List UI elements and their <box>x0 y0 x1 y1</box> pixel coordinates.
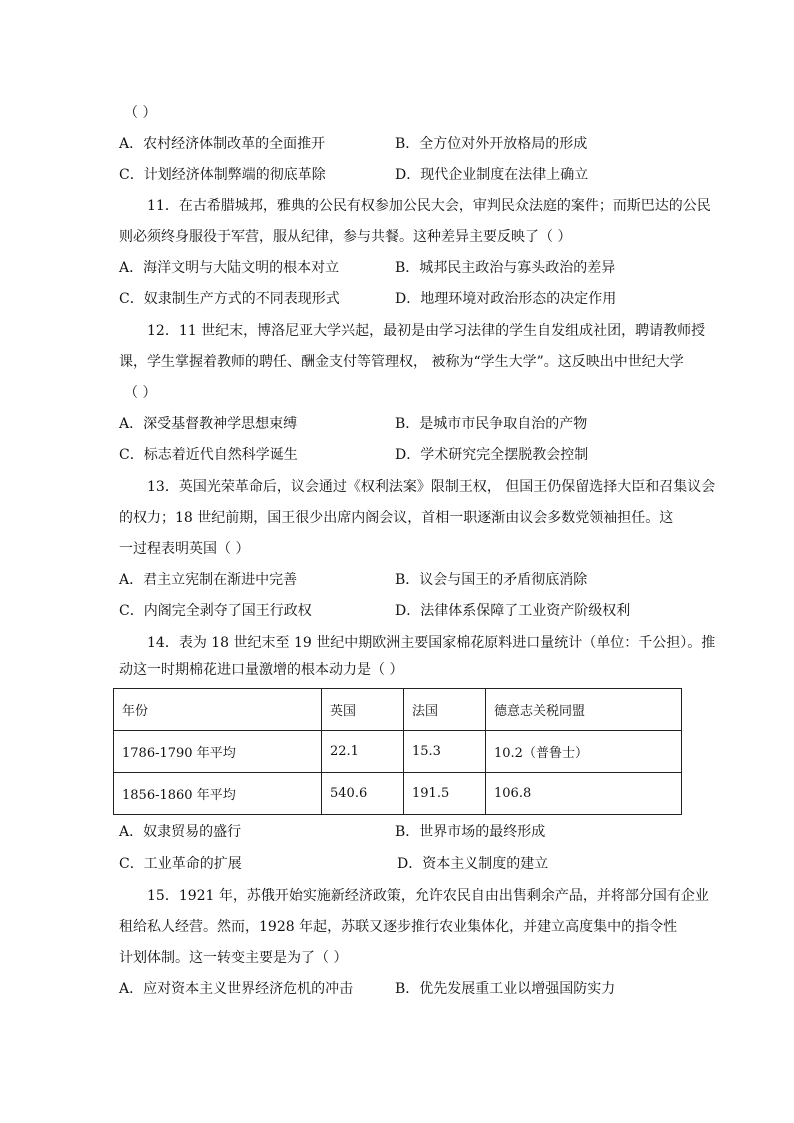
q10-option-b[interactable]: B．全方位对外开放格局的形成 <box>395 136 588 152</box>
q15-stem-line2: 租给私人经营。然而，1928 年起，苏联又逐步推行农业集体化，并建立高度集中的指令性 <box>119 919 678 935</box>
q11-option-b[interactable]: B．城邦民主政治与寡头政治的差异 <box>395 260 616 276</box>
table-cell: 15.3 <box>404 731 486 773</box>
table-cell: 10.2（普鲁士） <box>486 731 682 773</box>
q10-answer-blank: （ ） <box>124 105 157 121</box>
q12-stem-line3: （ ） <box>124 385 157 401</box>
q14-option-b[interactable]: B．世界市场的最终形成 <box>395 824 546 840</box>
q14-option-a[interactable]: A．奴隶贸易的盛行 <box>119 824 242 840</box>
q15-stem-line3: 计划体制。这一转变主要是为了（ ） <box>119 950 348 966</box>
q11-option-c[interactable]: C．奴隶制生产方式的不同表现形式 <box>119 291 340 307</box>
table-row <box>114 773 682 815</box>
table-cell: 106.8 <box>486 773 682 815</box>
q11-stem-line2: 则必须终身服役于军营，服从纪律，参与共餐。这种差异主要反映了（ ） <box>119 229 572 245</box>
q11-option-a[interactable]: A．海洋文明与大陆文明的根本对立 <box>119 260 340 276</box>
q13-stem-line2: 的权力；18 世纪前期，国王很少出席内阁会议，首相一职逐渐由议会多数党领袖担任。这 <box>119 510 674 526</box>
q14-stem-line1: 14．表为 18 世纪末至 19 世纪中期欧洲主要国家棉花原料进口量统计（单位：千公担）。推 <box>147 635 716 651</box>
q10-option-c[interactable]: C．计划经济体制弊端的彻底革除 <box>119 167 326 183</box>
q12-option-d[interactable]: D．学术研究完全摆脱教会控制 <box>395 447 589 463</box>
q12-stem-line1: 12．11 世纪末，博洛尼亚大学兴起，最初是由学习法律的学生自发组成社团，聘请教师授 <box>147 323 706 339</box>
table-header-cell: 德意志关税同盟 <box>486 689 682 731</box>
table-cell: 1786-1790 年平均 <box>114 731 322 773</box>
table-header-cell: 法国 <box>404 689 486 731</box>
table-header-cell: 年份 <box>114 689 322 731</box>
q11-option-d[interactable]: D．地理环境对政治形态的决定作用 <box>395 291 617 307</box>
table-cell: 1856-1860 年平均 <box>114 773 322 815</box>
q12-stem-line2: 课，学生掌握着教师的聘任、酬金支付等管理权， 被称为“学生大学”。这反映出中世纪大学 <box>119 354 684 370</box>
q15-option-b[interactable]: B．优先发展重工业以增强国防实力 <box>395 981 616 997</box>
q13-stem-line1: 13．英国光荣革命后，议会通过《权利法案》限制王权， 但国王仍保留选择大臣和召集议会 <box>147 479 716 495</box>
q15-option-a[interactable]: A．应对资本主义世界经济危机的冲击 <box>119 981 354 997</box>
cotton-import-table <box>113 688 682 815</box>
q14-option-c[interactable]: C．工业革命的扩展 <box>119 856 242 872</box>
q13-option-d[interactable]: D．法律体系保障了工业资产阶级权利 <box>395 603 631 619</box>
q13-option-b[interactable]: B．议会与国王的矛盾彻底消除 <box>395 572 588 588</box>
table-cell: 191.5 <box>404 773 486 815</box>
table-row <box>114 731 682 773</box>
q10-option-a[interactable]: A．农村经济体制改革的全面推开 <box>119 136 326 152</box>
q10-option-d[interactable]: D．现代企业制度在法律上确立 <box>395 167 589 183</box>
q15-stem-line1: 15．1921 年，苏俄开始实施新经济政策，允许农民自由出售剩余产品，并将部分国有企业 <box>147 888 709 904</box>
q12-option-c[interactable]: C．标志着近代自然科学诞生 <box>119 447 298 463</box>
q14-stem-line2: 动这一时期棉花进口量激增的根本动力是（ ） <box>119 662 404 678</box>
q13-stem-line3: 一过程表明英国（ ） <box>119 541 250 557</box>
table-cell: 540.6 <box>322 773 404 815</box>
q13-option-c[interactable]: C．内阁完全剥夺了国王行政权 <box>119 603 312 619</box>
q12-option-b[interactable]: B．是城市市民争取自治的产物 <box>395 416 588 432</box>
q12-option-a[interactable]: A．深受基督教神学思想束缚 <box>119 416 298 432</box>
table-cell: 22.1 <box>322 731 404 773</box>
table-header-row <box>114 689 682 731</box>
q11-stem-line1: 11．在古希腊城邦，雅典的公民有权参加公民大会，审判民众法庭的案件；而斯巴达的公民 <box>147 198 711 214</box>
q14-option-d[interactable]: D．资本主义制度的建立 <box>397 856 549 872</box>
table-header-cell: 英国 <box>322 689 404 731</box>
q13-option-a[interactable]: A．君主立宪制在渐进中完善 <box>119 572 298 588</box>
